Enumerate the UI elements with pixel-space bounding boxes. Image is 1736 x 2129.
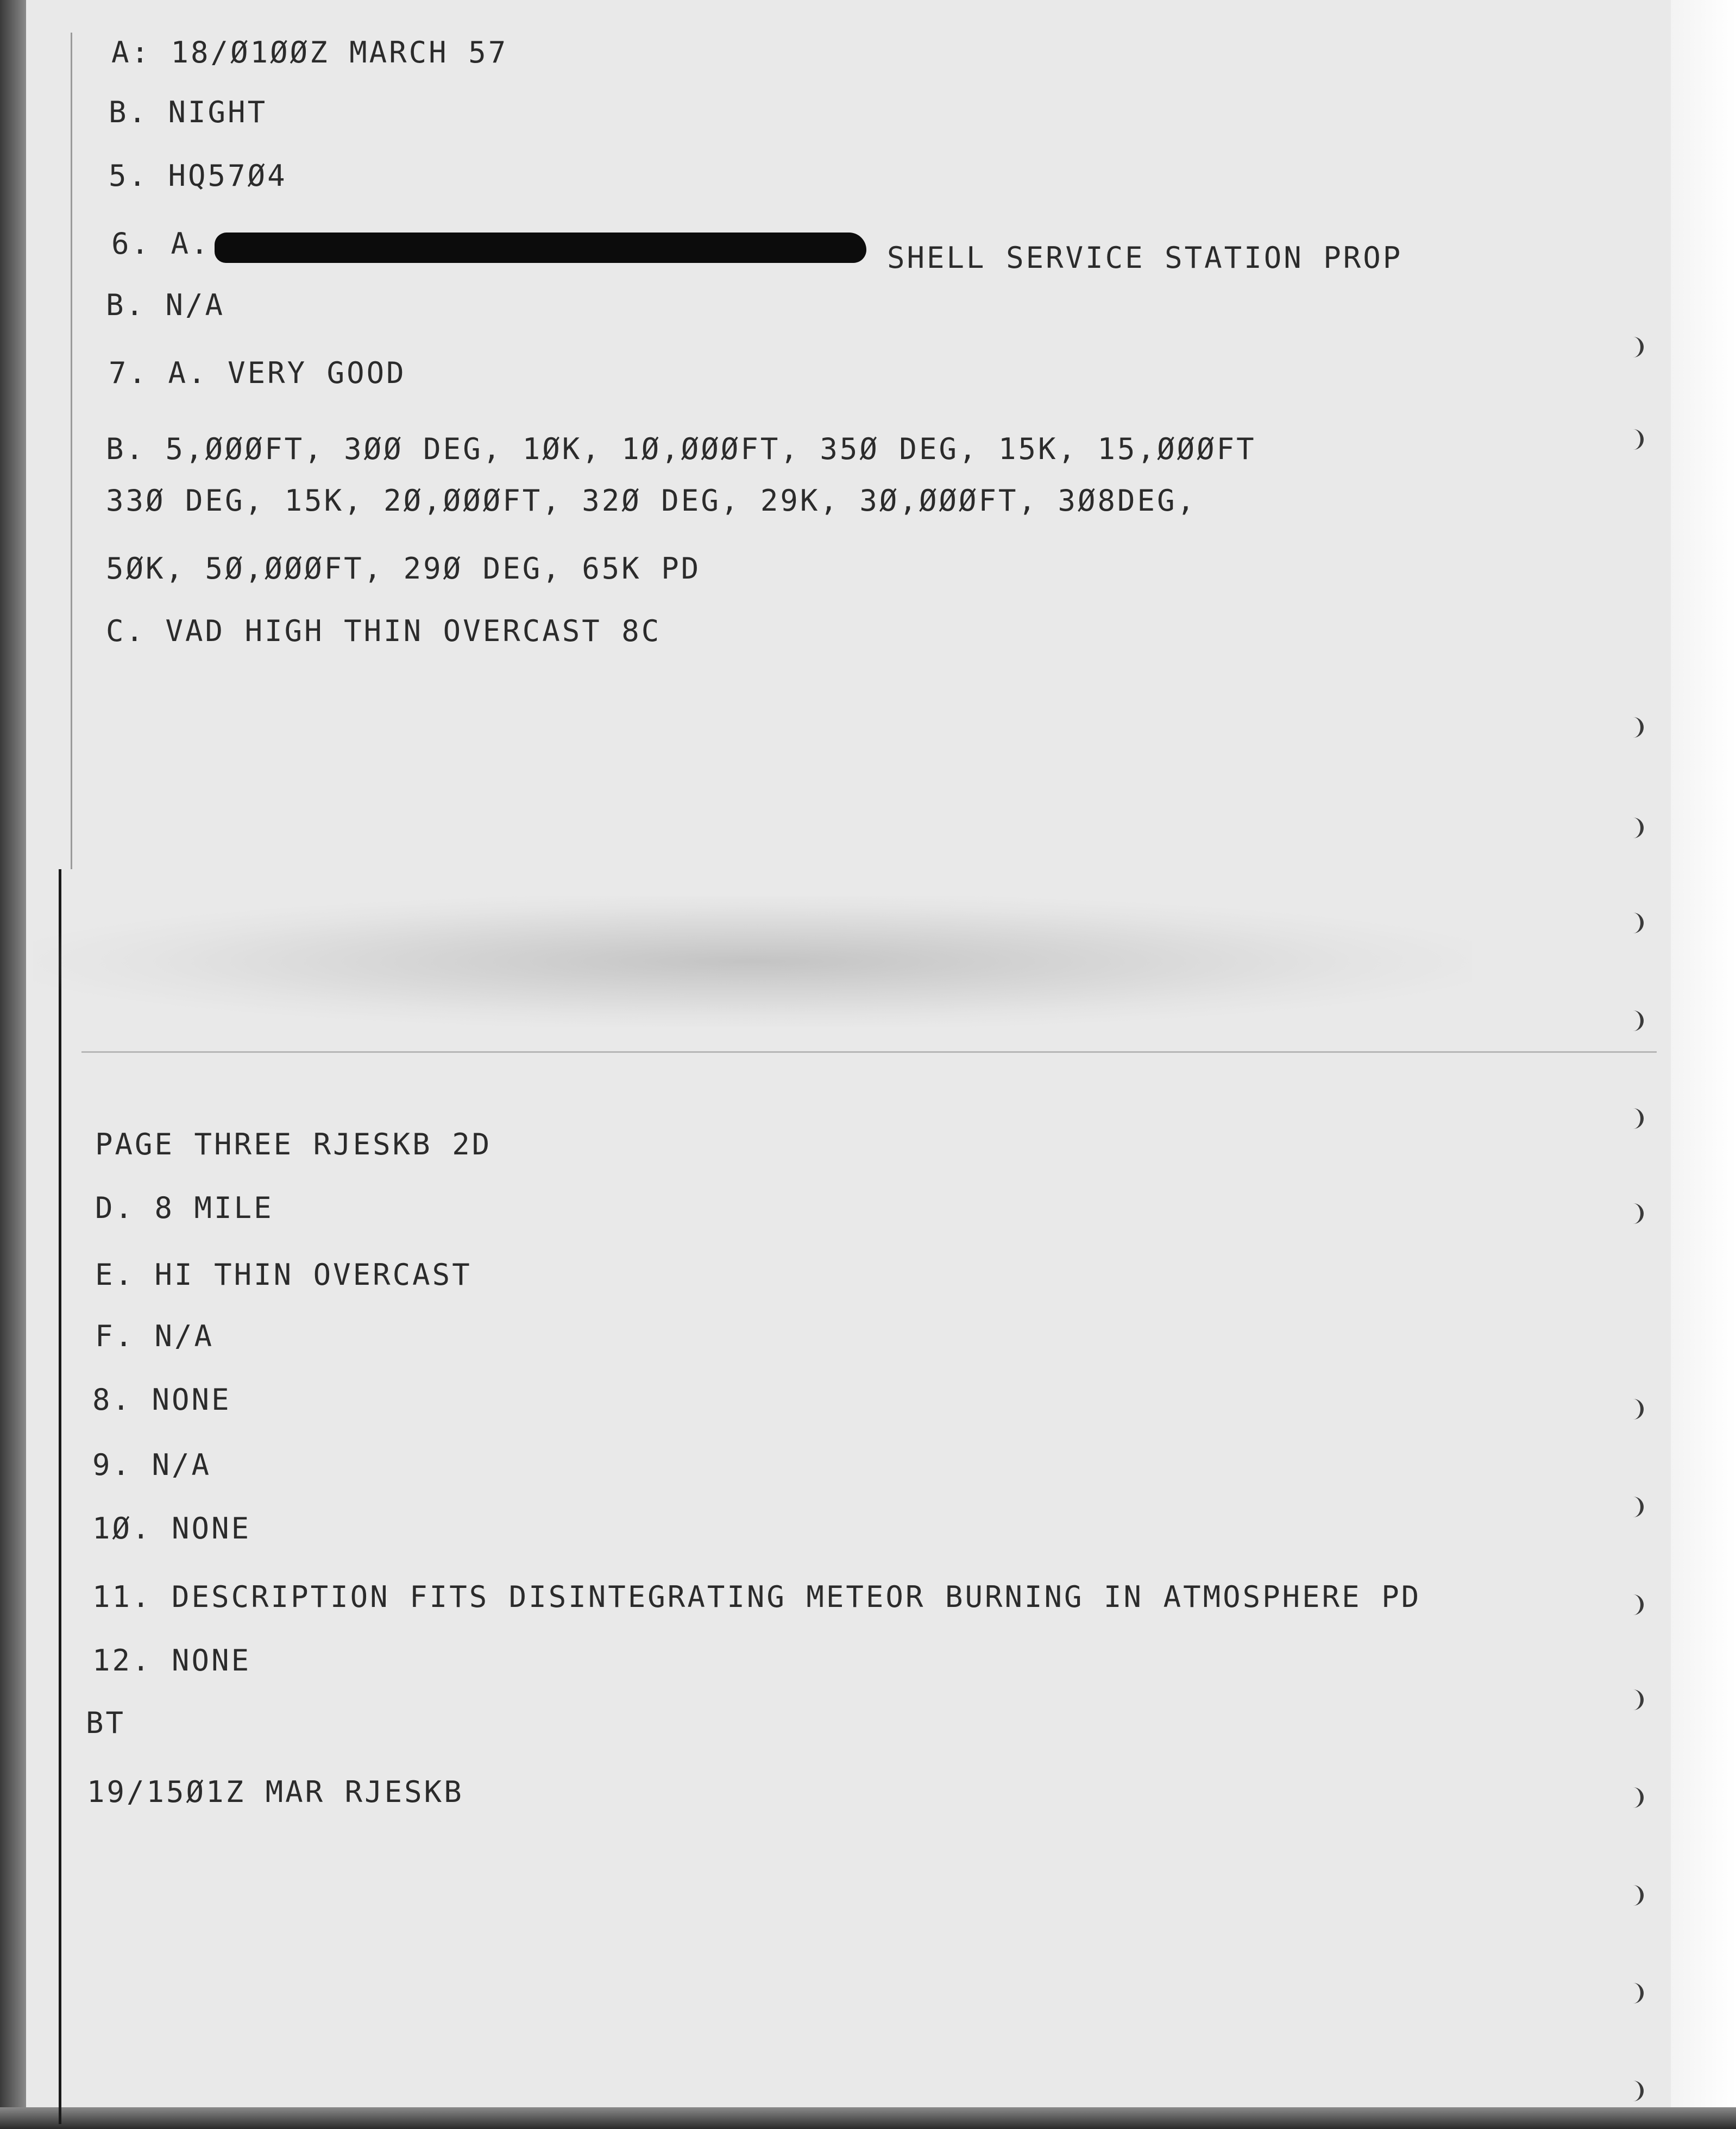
scan-edge-left [0, 0, 26, 2129]
line-item-6a-label: 6. A. [111, 227, 211, 261]
line-item-7b-winds-2: 33Ø DEG, 15K, 2Ø,ØØØFT, 32Ø DEG, 29K, 3Ø,ØØØFT, 3Ø8DEG, [106, 483, 1197, 518]
line-item-11: 11. DESCRIPTION FITS DISINTEGRATING METEOR BURNING IN ATMOSPHERE PD [92, 1580, 1421, 1614]
line-item-6b: B. N/A [106, 288, 225, 322]
perforation-mark [1628, 429, 1644, 450]
perforation-mark [1628, 2081, 1644, 2101]
line-item-b-night: B. NIGHT [109, 95, 268, 129]
perforation-mark [1628, 1399, 1644, 1420]
line-item-7b-winds-3: 5ØK, 5Ø,ØØØFT, 29Ø DEG, 65K PD [106, 551, 701, 586]
perforation-mark [1628, 913, 1644, 933]
perforation-mark [1628, 1690, 1644, 1710]
line-item-e: E. HI THIN OVERCAST [95, 1258, 472, 1292]
line-item-a-date: A: 18/Ø1ØØZ MARCH 57 [111, 35, 508, 70]
line-item-12: 12. NONE [92, 1643, 251, 1678]
perforation-mark [1628, 1594, 1644, 1615]
scan-edge-right [1671, 0, 1736, 2129]
page-separator-line [81, 1051, 1657, 1053]
perforation-mark [1628, 1203, 1644, 1224]
line-item-10: 1Ø. NONE [92, 1511, 251, 1546]
line-item-7b-winds-1: B. 5,ØØØFT, 3ØØ DEG, 1ØK, 1Ø,ØØØFT, 35Ø DEG, 15K, 15,ØØØFT [106, 432, 1256, 466]
perforation-mark [1628, 818, 1644, 838]
line-item-f: F. N/A [95, 1319, 215, 1353]
margin-rule-lower [59, 869, 61, 2124]
line-item-5-hq: 5. HQ57Ø4 [109, 159, 287, 193]
line-item-d: D. 8 MILE [95, 1191, 274, 1225]
redaction-bar [215, 233, 866, 263]
perforation-mark [1628, 337, 1644, 357]
line-item-7a: 7. A. VERY GOOD [109, 356, 406, 390]
scan-smudge [33, 896, 1472, 1027]
perforation-mark [1628, 1108, 1644, 1129]
line-item-8: 8. NONE [92, 1383, 231, 1417]
perforation-mark [1628, 1497, 1644, 1517]
perforation-mark [1628, 1885, 1644, 1906]
date-time-group: 19/15Ø1Z MAR RJESKB [87, 1775, 464, 1809]
page-header: PAGE THREE RJESKB 2D [95, 1127, 492, 1161]
perforation-mark [1628, 1787, 1644, 1808]
margin-rule-upper [71, 33, 72, 869]
line-item-9: 9. N/A [92, 1448, 212, 1482]
break-marker: BT [86, 1706, 126, 1740]
perforation-mark [1628, 1983, 1644, 2004]
line-item-6a-location: SHELL SERVICE STATION PROP [887, 241, 1403, 275]
line-item-7c: C. VAD HIGH THIN OVERCAST 8C [106, 614, 662, 648]
perforation-mark [1628, 717, 1644, 738]
perforation-mark [1628, 1010, 1644, 1031]
scan-edge-bottom [0, 2107, 1736, 2129]
